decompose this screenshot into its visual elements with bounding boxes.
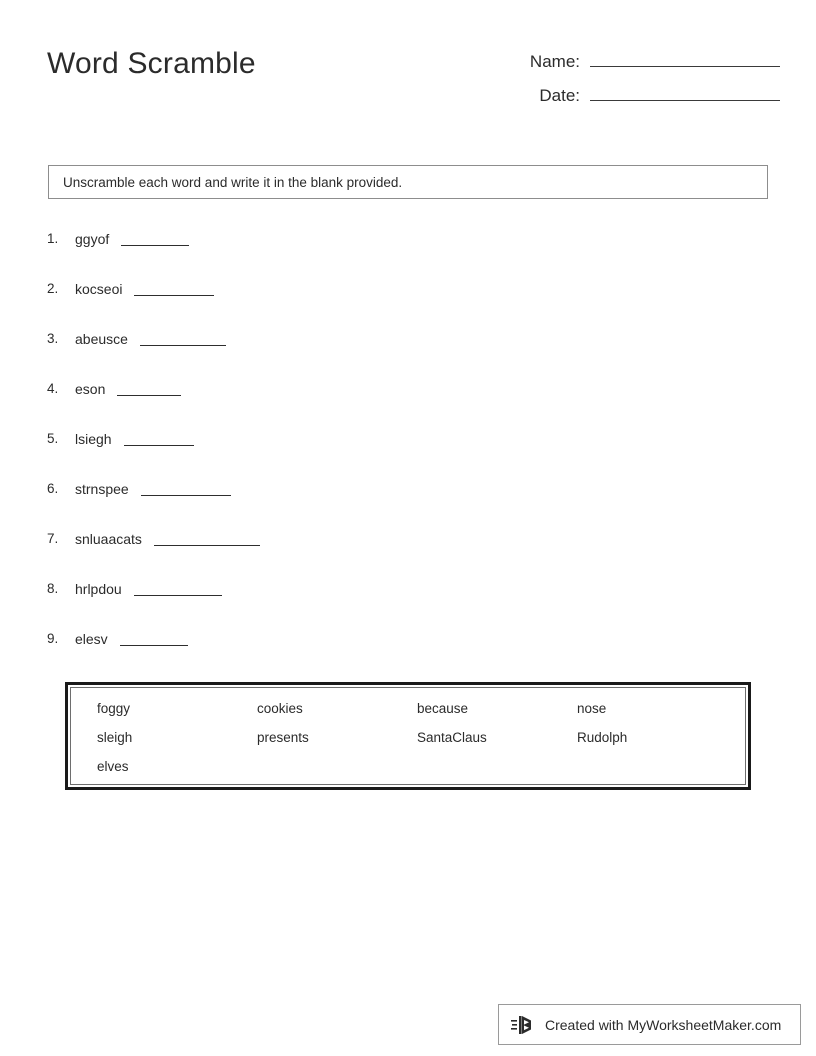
footer-badge-text: Created with MyWorksheetMaker.com bbox=[545, 1016, 782, 1033]
word-bank-box bbox=[65, 682, 751, 790]
scrambled-word: ggyof bbox=[75, 231, 110, 247]
instruction-text: Unscramble each word and write it in the blank provided. bbox=[63, 174, 403, 190]
answer-blank[interactable] bbox=[124, 445, 194, 446]
scramble-item bbox=[47, 579, 747, 629]
item-number: 8. bbox=[47, 581, 59, 596]
word-bank-word: elves bbox=[97, 759, 129, 774]
name-row bbox=[490, 48, 780, 82]
item-number: 1. bbox=[47, 231, 59, 246]
scramble-item bbox=[47, 329, 747, 379]
answer-blank[interactable] bbox=[141, 495, 231, 496]
scramble-list bbox=[47, 229, 747, 679]
page-title: Word Scramble bbox=[47, 47, 256, 80]
name-input-line[interactable] bbox=[590, 48, 780, 67]
scrambled-word: abeusce bbox=[75, 331, 128, 347]
scrambled-word: eson bbox=[75, 381, 106, 397]
worksheet-maker-logo-icon bbox=[511, 1013, 537, 1037]
answer-blank[interactable] bbox=[117, 395, 181, 396]
date-label: Date: bbox=[539, 86, 580, 105]
scrambled-word: snluaacats bbox=[75, 531, 142, 547]
word-bank-row bbox=[97, 700, 745, 729]
item-number: 6. bbox=[47, 481, 59, 496]
answer-blank[interactable] bbox=[134, 595, 222, 596]
scramble-item bbox=[47, 529, 747, 579]
word-bank-word: SantaClaus bbox=[417, 730, 487, 745]
scrambled-word: strnspee bbox=[75, 481, 129, 497]
date-row bbox=[490, 82, 780, 116]
word-bank-word: presents bbox=[257, 730, 309, 745]
answer-blank[interactable] bbox=[140, 345, 226, 346]
answer-blank[interactable] bbox=[121, 245, 189, 246]
scramble-item bbox=[47, 229, 747, 279]
item-number: 4. bbox=[47, 381, 59, 396]
instruction-box bbox=[48, 165, 768, 199]
scramble-item bbox=[47, 429, 747, 479]
word-bank-word: foggy bbox=[97, 701, 131, 716]
name-label: Name: bbox=[529, 52, 580, 71]
item-number: 3. bbox=[47, 331, 59, 346]
scrambled-word: elesv bbox=[75, 631, 108, 647]
item-number: 5. bbox=[47, 431, 59, 446]
item-number: 9. bbox=[47, 631, 59, 646]
word-bank-word: sleigh bbox=[97, 730, 133, 745]
item-number: 7. bbox=[47, 531, 59, 546]
scrambled-word: hrlpdou bbox=[75, 581, 122, 597]
scrambled-word: lsiegh bbox=[75, 431, 112, 447]
word-bank-word: cookies bbox=[257, 701, 303, 716]
word-bank-content bbox=[70, 687, 746, 785]
answer-blank[interactable] bbox=[120, 645, 188, 646]
scramble-item bbox=[47, 629, 747, 679]
footer-badge[interactable] bbox=[498, 1004, 801, 1045]
date-input-line[interactable] bbox=[590, 82, 780, 101]
name-date-block bbox=[490, 48, 780, 116]
answer-blank[interactable] bbox=[154, 545, 260, 546]
scrambled-word: kocseoi bbox=[75, 281, 123, 297]
scramble-item bbox=[47, 379, 747, 429]
word-bank-row bbox=[97, 758, 745, 787]
word-bank-word: because bbox=[417, 701, 469, 716]
scramble-item bbox=[47, 279, 747, 329]
answer-blank[interactable] bbox=[134, 295, 214, 296]
scramble-item bbox=[47, 479, 747, 529]
word-bank-word: Rudolph bbox=[577, 730, 628, 745]
item-number: 2. bbox=[47, 281, 59, 296]
word-bank-row bbox=[97, 729, 745, 758]
word-bank-word: nose bbox=[577, 701, 607, 716]
